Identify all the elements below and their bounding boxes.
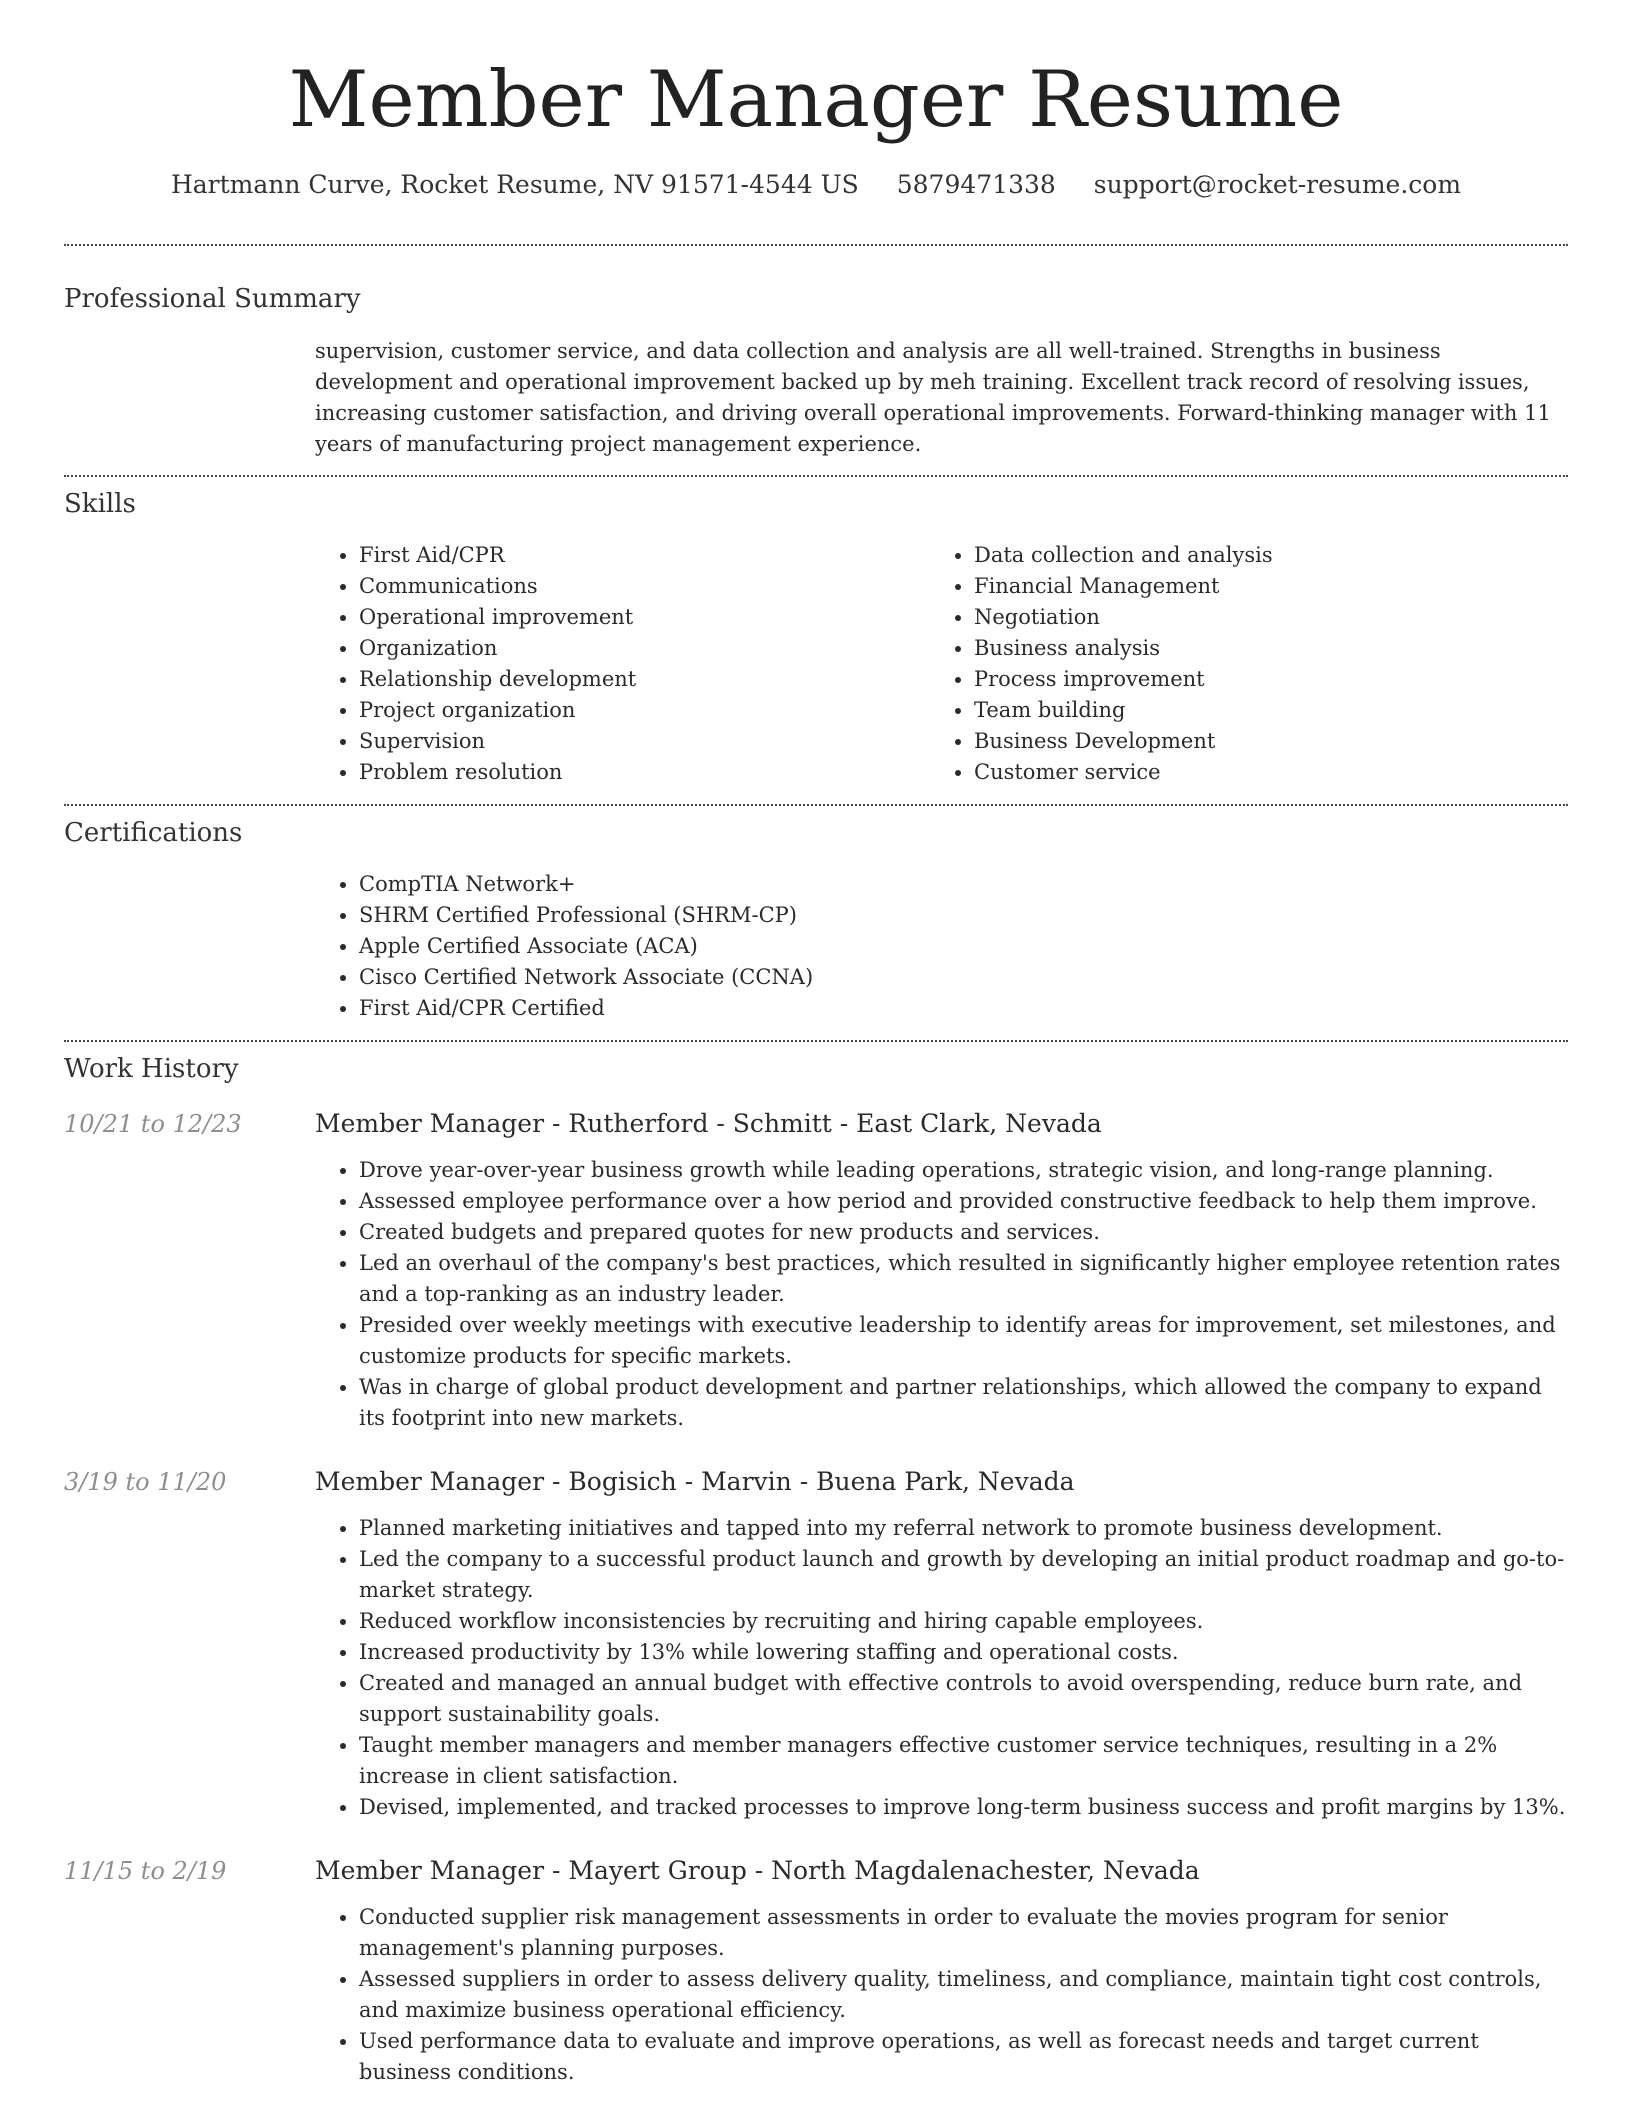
job-entry — [64, 1107, 1568, 1434]
job-title: Member Manager - Mayert Group - North Magdalenachester, Nevada — [315, 1856, 1200, 1885]
job-bullet: • Created budgets and prepared quotes for new products and services. — [359, 1217, 1568, 1248]
certification-item: • SHRM Certified Professional (SHRM-CP) — [359, 900, 1568, 931]
skill-item: • Customer service — [974, 757, 1568, 788]
contact-phone: 5879471338 — [896, 170, 1056, 199]
job-bullet: • Led the company to a successful product launch and growth by developing an initial product roadmap and go-to-market strategy. — [359, 1544, 1568, 1606]
contact-line — [64, 168, 1568, 202]
certification-item: • Apple Certified Associate (ACA) — [359, 931, 1568, 962]
work-history-section — [64, 1042, 1568, 2088]
skill-item: • Financial Management — [974, 571, 1568, 602]
job-dates: 10/21 to 12/23 — [64, 1110, 242, 1138]
job-bullet: • Created and managed an annual budget with effective controls to avoid overspending, reduce burn rate, and support sustainability goals. — [359, 1668, 1568, 1730]
skill-item: • Problem resolution — [359, 757, 930, 788]
certification-item: • First Aid/CPR Certified — [359, 993, 1568, 1024]
job-bullet: • Was in charge of global product development and partner relationships, which allowed the company to expand its footprint into new markets. — [359, 1372, 1568, 1434]
job-bullets — [315, 1155, 1568, 1434]
skills-list-left — [315, 540, 930, 788]
job-bullet: • Conducted supplier risk management assessments in order to evaluate the movies program for senior management's planning purposes. — [359, 1902, 1568, 1964]
contact-address: Hartmann Curve, Rocket Resume, NV 91571-4544 US — [170, 170, 859, 199]
job-bullets — [315, 1902, 1568, 2088]
job-bullet: • Assessed employee performance over a how period and provided constructive feedback to help them improve. — [359, 1186, 1568, 1217]
job-bullets — [315, 1513, 1568, 1823]
certification-item: • CompTIA Network+ — [359, 869, 1568, 900]
contact-email: support@rocket-resume.com — [1093, 170, 1462, 199]
summary-text: supervision, customer service, and data collection and analysis are all well-trained. Strengths in business development and operational improvement backed up by meh training. Excellent track record of resolving issues, increasing customer satisfaction, and driving overall operational improvements. Forward-thinking manager with 11 years of manufacturing project management experience. — [315, 339, 1551, 456]
skill-item: • Business analysis — [974, 633, 1568, 664]
job-bullet: • Presided over weekly meetings with executive leadership to identify areas for improvement, set milestones, and customize products for specific markets. — [359, 1310, 1568, 1372]
job-dates: 3/19 to 11/20 — [64, 1468, 227, 1496]
skill-item: • Process improvement — [974, 664, 1568, 695]
skill-item: • Team building — [974, 695, 1568, 726]
certifications-section — [64, 806, 1568, 1040]
skill-item: • First Aid/CPR — [359, 540, 930, 571]
job-bullet: • Led an overhaul of the company's best practices, which resulted in significantly higher employee retention rates and a top-ranking as an industry leader. — [359, 1248, 1568, 1310]
skill-item: • Supervision — [359, 726, 930, 757]
skill-item: • Communications — [359, 571, 930, 602]
certifications-heading: Certifications — [64, 818, 243, 848]
job-title: Member Manager - Rutherford - Schmitt - East Clark, Nevada — [315, 1109, 1102, 1138]
skill-item: • Operational improvement — [359, 602, 930, 633]
job-bullet: • Assessed suppliers in order to assess delivery quality, timeliness, and compliance, maintain tight cost controls, and maximize business operational efficiency. — [359, 1964, 1568, 2026]
job-bullet: • Planned marketing initiatives and tapped into my referral network to promote business development. — [359, 1513, 1568, 1544]
skill-item: • Business Development — [974, 726, 1568, 757]
job-bullet: • Devised, implemented, and tracked processes to improve long-term business success and profit margins by 13%. — [359, 1792, 1568, 1823]
job-bullet: • Drove year-over-year business growth while leading operations, strategic vision, and long-range planning. — [359, 1155, 1568, 1186]
certification-item: • Cisco Certified Network Associate (CCNA) — [359, 962, 1568, 993]
job-title: Member Manager - Bogisich - Marvin - Buena Park, Nevada — [315, 1467, 1075, 1496]
skills-section — [64, 477, 1568, 804]
skill-item: • Negotiation — [974, 602, 1568, 633]
resume-title: Member Manager Resume — [288, 55, 1344, 145]
summary-heading: Professional Summary — [64, 284, 361, 314]
skill-item: • Organization — [359, 633, 930, 664]
certifications-list — [315, 869, 1568, 1024]
job-bullet: • Used performance data to evaluate and improve operations, as well as forecast needs and target current business conditions. — [359, 2026, 1568, 2088]
skill-item: • Relationship development — [359, 664, 930, 695]
job-dates: 11/15 to 2/19 — [64, 1857, 227, 1885]
job-bullet: • Reduced workflow inconsistencies by recruiting and hiring capable employees. — [359, 1606, 1568, 1637]
skills-list-right — [930, 540, 1568, 788]
summary-section — [64, 246, 1568, 475]
skills-heading: Skills — [64, 489, 136, 519]
job-entry — [64, 1854, 1568, 2088]
job-entry — [64, 1465, 1568, 1823]
job-bullet: • Increased productivity by 13% while lowering staffing and operational costs. — [359, 1637, 1568, 1668]
skill-item: • Data collection and analysis — [974, 540, 1568, 571]
work-history-heading: Work History — [64, 1054, 239, 1084]
skill-item: • Project organization — [359, 695, 930, 726]
job-bullet: • Taught member managers and member managers effective customer service techniques, resulting in a 2% increase in client satisfaction. — [359, 1730, 1568, 1792]
